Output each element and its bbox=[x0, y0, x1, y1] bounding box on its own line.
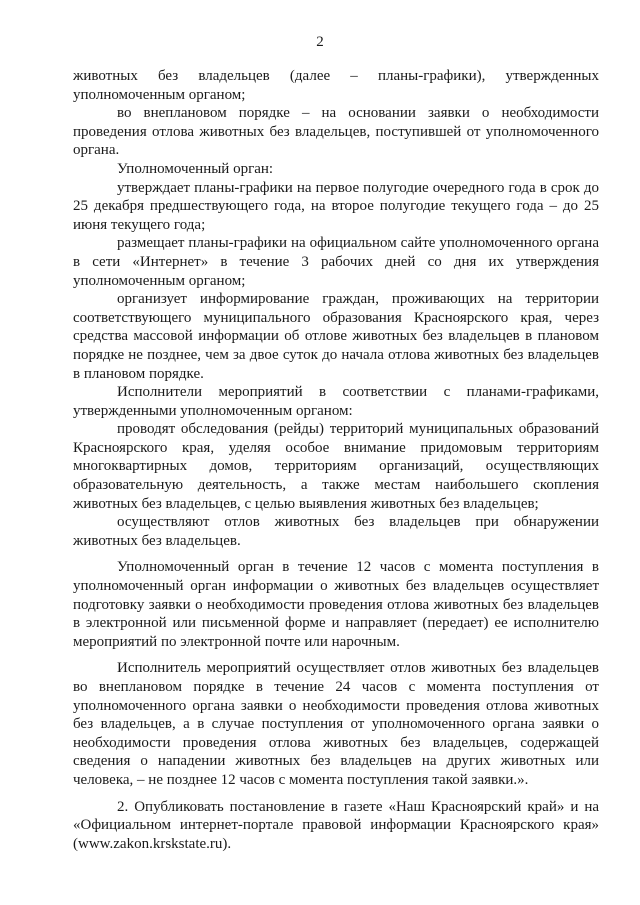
paragraph-unscheduled-capture: Исполнитель мероприятий осуществляет отлов животных без владельцев во внеплановом порядке в течение 24 часов с момента поступления от уполномоченного органа заявки о необходимости проведения отлова животных без владельцев, а в случае поступления от уполномоченного органа заявки о необходимости проведения отлова животных без владельцев, содержащей сведения о нападении животных без владельцев на других животных или человека, – не позднее 12 часов с момента поступления такой заявки.». bbox=[73, 660, 599, 788]
paragraph-perform-capture: осуществляют отлов животных без владельцев при обнаружении животных без владельцев. bbox=[73, 514, 599, 549]
paragraph-executors-heading: Исполнители мероприятий в соответствии с планами-графиками, утвержденными уполномоченным органом: bbox=[73, 384, 599, 419]
paragraph-unscheduled-order: во внеплановом порядке – на основании заявки о необходимости проведения отлова животных без владельцев, поступившей от уполномоченного органа. bbox=[73, 105, 599, 159]
paragraph-informs-citizens: организует информирование граждан, проживающих на территории соответствующего муниципального образования Красноярского края, через средства массовой информации об отлове животных без владельцев в плановом порядке не позднее, чем за двое суток до начала отлова животных без владельцев в плановом порядке. bbox=[73, 291, 599, 382]
paragraph-publication-order: 2. Опубликовать постановление в газете «Наш Красноярский край» и на «Официальном интернет-портале правовой информации Красноярского края» (www.zakon.krskstate.ru). bbox=[73, 798, 599, 852]
paragraph-conduct-inspections: проводят обследования (рейды) территорий муниципальных образований Красноярского края, уделяя особое внимание придомовым территориям многоквартирных домов, территориям организаций, осуществляющих образовательную деятельность, а также местам наибольшего скопления животных без владельцев, с целью выявления животных без владельцев; bbox=[73, 421, 599, 512]
paragraph-publishes-schedules: размещает планы-графики на официальном сайте уполномоченного органа в сети «Интернет» в течение 3 рабочих дней со дня их утверждения уполномоченным органом; bbox=[73, 235, 599, 289]
paragraph-plans-schedules-continued: животных без владельцев (далее – планы-графики), утвержденных уполномоченным органом; bbox=[73, 68, 599, 103]
paragraph-approves-schedules: утверждает планы-графики на первое полугодие очередного года в срок до 25 декабря предшествующего года, на второе полугодие текущего года – до 25 июня текущего года; bbox=[73, 179, 599, 233]
page-number: 2 bbox=[316, 34, 324, 50]
document-body bbox=[73, 67, 599, 853]
paragraph-request-preparation: Уполномоченный орган в течение 12 часов с момента поступления в уполномоченный орган информации о животных без владельцев осуществляет подготовку заявки о необходимости проведения отлова животных без владельцев в электронной или письменной форме и направляет (передает) ее исполнителю мероприятий по электронной почте или нарочным. bbox=[73, 559, 599, 650]
paragraph-authorized-body-heading: Уполномоченный орган: bbox=[117, 160, 274, 177]
